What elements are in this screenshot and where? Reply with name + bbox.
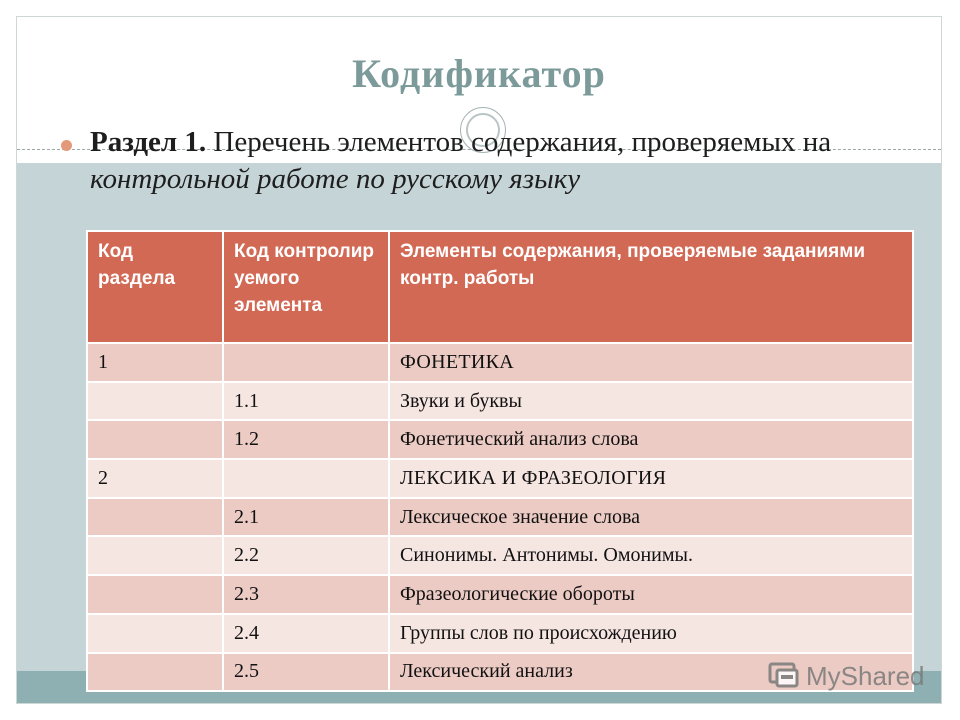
cell-element: ФОНЕТИКА [389, 343, 913, 382]
myshared-watermark [768, 656, 925, 696]
cell-section [87, 614, 223, 653]
table-row [87, 575, 913, 614]
cell-code [223, 459, 389, 498]
myshared-logo-icon [768, 661, 800, 691]
cell-code: 2.4 [223, 614, 389, 653]
cell-element: Лексический анализ [389, 653, 913, 692]
table-row [87, 420, 913, 459]
table-row [87, 536, 913, 575]
cell-code: 1.2 [223, 420, 389, 459]
watermark-text: MyShared [806, 660, 925, 691]
bullet-text [90, 124, 900, 228]
cell-section [87, 420, 223, 459]
cell-section [87, 536, 223, 575]
cell-element: Лексическое значение слова [389, 498, 913, 537]
table-row [87, 614, 913, 653]
cell-section [87, 498, 223, 537]
table-header-row [87, 231, 913, 343]
cell-code: 1.1 [223, 382, 389, 421]
table-row [87, 343, 913, 382]
header-element-code: Код контролир уемого элемента [223, 231, 389, 343]
table-row [87, 459, 913, 498]
cell-element: Синонимы. Антонимы. Омонимы. [389, 536, 913, 575]
cell-element: Фонетический анализ слова [389, 420, 913, 459]
table-row [87, 382, 913, 421]
cell-code: 2.5 [223, 653, 389, 692]
cell-code: 2.1 [223, 498, 389, 537]
slide-title: Кодификатор [352, 51, 606, 96]
bullet-bold: Раздел 1. [90, 126, 207, 158]
codifier-table [86, 230, 914, 692]
bullet-icon [61, 140, 72, 151]
cell-code: 2.2 [223, 536, 389, 575]
cell-section: 2 [87, 459, 223, 498]
header-section-code: Код раздела [87, 231, 223, 343]
cell-element: Звуки и буквы [389, 382, 913, 421]
cell-element: Группы слов по происхождению [389, 614, 913, 653]
cell-section [87, 653, 223, 692]
cell-element: Фразеологические обороты [389, 575, 913, 614]
cell-element: ЛЕКСИКА И ФРАЗЕОЛОГИЯ [389, 459, 913, 498]
cell-section [87, 382, 223, 421]
header-content-elements: Элементы содержания, проверяемые заданиями контр. работы [389, 231, 913, 343]
table-row [87, 498, 913, 537]
bullet-italic: контрольной работе по русскому языку [90, 163, 581, 195]
bullet-normal: Перечень элементов содержания, проверяемых на [206, 126, 832, 158]
cell-section: 1 [87, 343, 223, 382]
cell-section [87, 575, 223, 614]
cell-code: 2.3 [223, 575, 389, 614]
cell-code [223, 343, 389, 382]
